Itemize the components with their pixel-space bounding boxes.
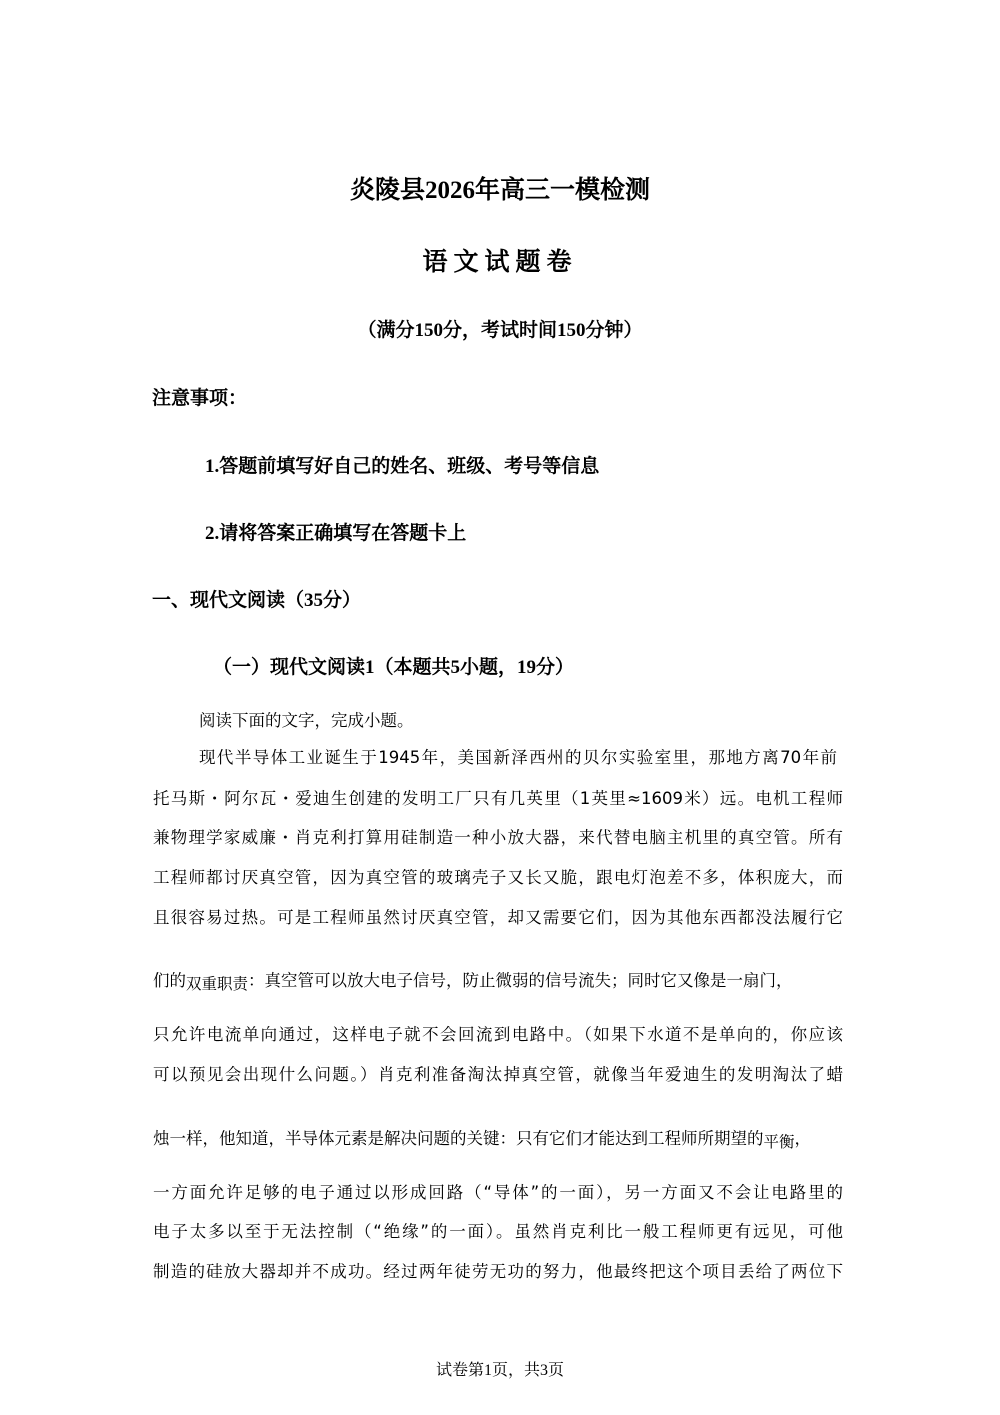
notice-item-1: 1.答题前填写好自己的姓名、班级、考号等信息 [205, 456, 600, 477]
exam-title: 炎陵县2026年高三一模检测 [349, 177, 650, 204]
notice-item-2: 2.请将答案正确填写在答题卡上 [205, 523, 467, 544]
passage-text: ， [794, 1129, 812, 1148]
passage-line-11: 电子太多以至于无法控制（“绝缘”的一面）。虽然肖克利比一般工程师更有远见，可他 [153, 1222, 843, 1241]
passage-line-7: 只允许电流单向通过，这样电子就不会回流到电路中。（如果下水道不是单向的，你应该 [153, 1025, 843, 1044]
passage-inline-term: 平衡 [763, 1133, 795, 1151]
passage-line-9 [153, 1125, 811, 1149]
exam-subtitle: 语文试题卷 [422, 249, 578, 276]
passage-line-10: 一方面允许足够的电子通过以形成回路（“导体”的一面），另一方面又不会让电路里的 [153, 1183, 843, 1202]
passage-line-12: 制造的硅放大器却并不成功。经过两年徒劳无功的努力，他最终把这个项目丢给了两位下 [153, 1262, 843, 1281]
section-subheading: （一）现代文阅读1（本题共5小题，19分） [213, 657, 575, 678]
passage-text: ：真空管可以放大电子信号，防止微弱的信号流失；同时它又像是一扇门， [248, 971, 793, 990]
passage-text: 们的 [153, 971, 186, 990]
reading-instruction: 阅读下面的文字，完成小题。 [199, 711, 414, 730]
passage-line-8: 可以预见会出现什么问题。）肖克利准备淘汰掉真空管，就像当年爱迪生的发明淘汰了蜡 [153, 1065, 843, 1084]
passage-line-5: 且很容易过热。可是工程师虽然讨厌真空管，却又需要它们，因为其他东西都没法履行它 [153, 908, 843, 927]
notice-heading: 注意事项： [152, 388, 248, 409]
passage-text: 烛一样，他知道，半导体元素是解决问题的关键：只有它们才能达到工程师所期望的 [153, 1129, 764, 1148]
passage-line-3: 兼物理学家威廉・肖克利打算用硅制造一种小放大器，来代替电脑主机里的真空管。所有 [153, 828, 843, 847]
page-footer: 试卷第1页，共3页 [435, 1362, 564, 1379]
passage-inline-term: 双重职责 [186, 975, 249, 993]
passage-line-4: 工程师都讨厌真空管，因为真空管的玻璃壳子又长又脆，跟电灯泡差不多，体积庞大，而 [153, 868, 843, 887]
passage-line-1: 现代半导体工业诞生于1945年，美国新泽西州的贝尔实验室里，那地方离70年前 [199, 748, 837, 767]
passage-line-2: 托马斯・阿尔瓦・爱迪生创建的发明工厂只有几英里（1英里≈1609米）远。电机工程师 [153, 789, 843, 808]
passage-line-6 [153, 967, 793, 991]
score-time-note: （满分150分，考试时间150分钟） [357, 320, 643, 341]
section-heading: 一、现代文阅读（35分） [152, 590, 362, 611]
